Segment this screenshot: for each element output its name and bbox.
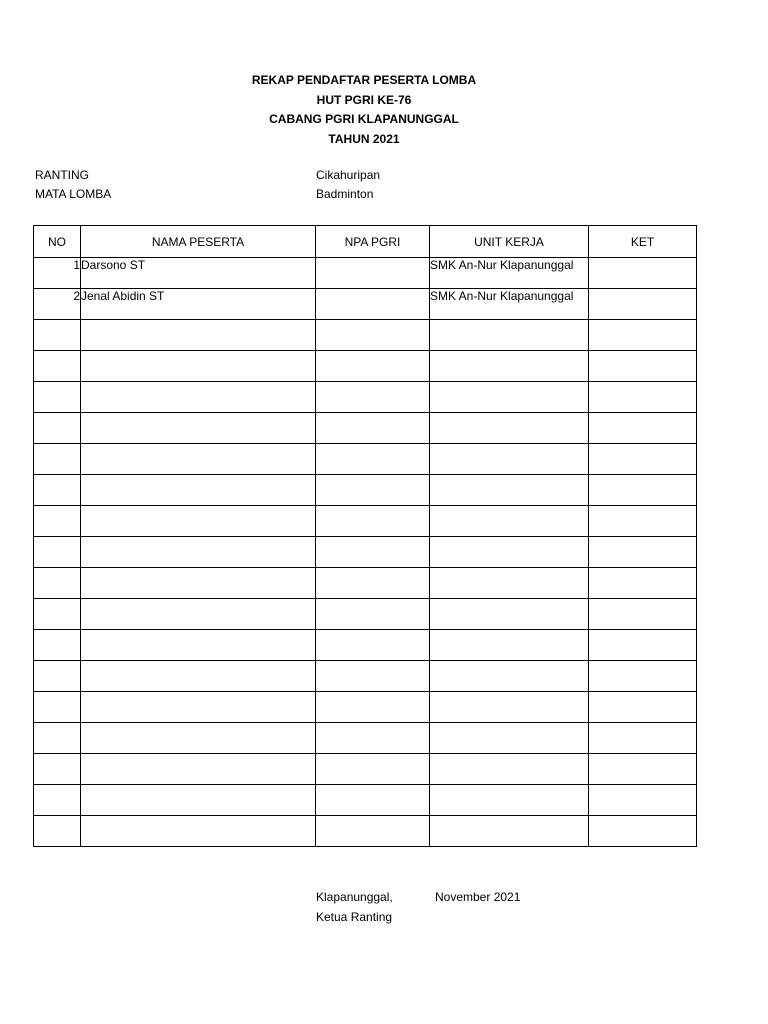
column-header-ket: KET bbox=[589, 226, 697, 258]
empty-table-row bbox=[34, 351, 697, 382]
cell-no bbox=[34, 568, 81, 599]
empty-table-row bbox=[34, 599, 697, 630]
ranting-label: RANTING bbox=[35, 168, 89, 182]
empty-table-row bbox=[34, 444, 697, 475]
cell-nama-peserta: Darsono ST bbox=[81, 258, 316, 289]
cell-nama-peserta bbox=[81, 351, 316, 382]
cell-unit-kerja bbox=[430, 537, 589, 568]
empty-table-row bbox=[34, 661, 697, 692]
cell-no bbox=[34, 444, 81, 475]
cell-ket bbox=[589, 475, 697, 506]
table-header-row bbox=[34, 226, 697, 258]
mata-lomba-label: MATA LOMBA bbox=[35, 187, 112, 201]
cell-nama-peserta bbox=[81, 537, 316, 568]
cell-ket bbox=[589, 692, 697, 723]
cell-ket bbox=[589, 816, 697, 847]
cell-npa-pgri bbox=[316, 413, 430, 444]
table-row bbox=[34, 258, 697, 289]
cell-no bbox=[34, 754, 81, 785]
cell-npa-pgri bbox=[316, 382, 430, 413]
cell-npa-pgri bbox=[316, 723, 430, 754]
column-header-npa-pgri: NPA PGRI bbox=[316, 226, 430, 258]
cell-unit-kerja bbox=[430, 661, 589, 692]
title-line-1: REKAP PENDAFTAR PESERTA LOMBA bbox=[251, 73, 477, 87]
cell-nama-peserta bbox=[81, 444, 316, 475]
cell-unit-kerja bbox=[430, 413, 589, 444]
cell-ket bbox=[589, 320, 697, 351]
signature-date: November 2021 bbox=[435, 890, 521, 904]
cell-nama-peserta bbox=[81, 692, 316, 723]
empty-table-row bbox=[34, 382, 697, 413]
title-line-3: CABANG PGRI KLAPANUNGGAL bbox=[269, 112, 459, 127]
cell-npa-pgri bbox=[316, 599, 430, 630]
cell-unit-kerja bbox=[430, 754, 589, 785]
cell-npa-pgri bbox=[316, 816, 430, 847]
cell-npa-pgri bbox=[316, 258, 430, 289]
cell-unit-kerja bbox=[430, 816, 589, 847]
empty-table-row bbox=[34, 506, 697, 537]
cell-unit-kerja bbox=[430, 630, 589, 661]
cell-unit-kerja bbox=[430, 785, 589, 816]
empty-table-row bbox=[34, 630, 697, 661]
cell-ket bbox=[589, 785, 697, 816]
cell-no: 1 bbox=[34, 258, 81, 289]
table-row bbox=[34, 289, 697, 320]
cell-ket bbox=[589, 351, 697, 382]
ranting-value: Cikahuripan bbox=[316, 168, 381, 182]
cell-npa-pgri bbox=[316, 537, 430, 568]
cell-ket bbox=[589, 506, 697, 537]
title-line-4: TAHUN 2021 bbox=[328, 131, 400, 146]
cell-ket bbox=[589, 723, 697, 754]
cell-no bbox=[34, 506, 81, 537]
signature-role: Ketua Ranting bbox=[316, 910, 393, 924]
cell-no bbox=[34, 320, 81, 351]
empty-table-row bbox=[34, 413, 697, 444]
document-title bbox=[214, 71, 514, 149]
cell-no bbox=[34, 599, 81, 630]
empty-table-row bbox=[34, 475, 697, 506]
cell-unit-kerja bbox=[430, 506, 589, 537]
cell-unit-kerja: SMK An-Nur Klapanunggal bbox=[430, 258, 589, 289]
cell-unit-kerja: SMK An-Nur Klapanunggal bbox=[430, 289, 589, 320]
cell-unit-kerja bbox=[430, 351, 589, 382]
cell-ket bbox=[589, 599, 697, 630]
cell-nama-peserta bbox=[81, 320, 316, 351]
cell-nama-peserta bbox=[81, 382, 316, 413]
cell-npa-pgri bbox=[316, 785, 430, 816]
cell-no bbox=[34, 785, 81, 816]
empty-table-row bbox=[34, 723, 697, 754]
mata-lomba-value: Badminton bbox=[316, 187, 374, 201]
cell-nama-peserta bbox=[81, 816, 316, 847]
cell-npa-pgri bbox=[316, 754, 430, 785]
cell-npa-pgri bbox=[316, 475, 430, 506]
empty-table-row bbox=[34, 785, 697, 816]
cell-unit-kerja bbox=[430, 723, 589, 754]
cell-npa-pgri bbox=[316, 351, 430, 382]
cell-ket bbox=[589, 382, 697, 413]
cell-npa-pgri bbox=[316, 320, 430, 351]
cell-no bbox=[34, 630, 81, 661]
cell-npa-pgri bbox=[316, 444, 430, 475]
cell-npa-pgri bbox=[316, 630, 430, 661]
cell-unit-kerja bbox=[430, 382, 589, 413]
cell-npa-pgri bbox=[316, 289, 430, 320]
cell-nama-peserta bbox=[81, 568, 316, 599]
cell-npa-pgri bbox=[316, 568, 430, 599]
cell-ket bbox=[589, 258, 697, 289]
cell-no bbox=[34, 382, 81, 413]
cell-npa-pgri bbox=[316, 506, 430, 537]
cell-ket bbox=[589, 413, 697, 444]
cell-no bbox=[34, 475, 81, 506]
empty-table-row bbox=[34, 320, 697, 351]
signature-place: Klapanunggal, bbox=[316, 890, 393, 904]
cell-unit-kerja bbox=[430, 568, 589, 599]
cell-no bbox=[34, 413, 81, 444]
cell-ket bbox=[589, 444, 697, 475]
column-header-unit-kerja: UNIT KERJA bbox=[430, 226, 589, 258]
table-body bbox=[34, 258, 697, 847]
cell-unit-kerja bbox=[430, 599, 589, 630]
cell-ket bbox=[589, 568, 697, 599]
cell-unit-kerja bbox=[430, 475, 589, 506]
cell-ket bbox=[589, 289, 697, 320]
cell-ket bbox=[589, 661, 697, 692]
cell-ket bbox=[589, 630, 697, 661]
column-header-nama-peserta: NAMA PESERTA bbox=[81, 226, 316, 258]
cell-no: 2 bbox=[34, 289, 81, 320]
cell-no bbox=[34, 723, 81, 754]
cell-no bbox=[34, 816, 81, 847]
cell-nama-peserta bbox=[81, 599, 316, 630]
cell-nama-peserta bbox=[81, 723, 316, 754]
cell-nama-peserta bbox=[81, 785, 316, 816]
cell-unit-kerja bbox=[430, 692, 589, 723]
empty-table-row bbox=[34, 568, 697, 599]
cell-nama-peserta bbox=[81, 630, 316, 661]
cell-nama-peserta bbox=[81, 754, 316, 785]
cell-nama-peserta: Jenal Abidin ST bbox=[81, 289, 316, 320]
cell-no bbox=[34, 351, 81, 382]
cell-nama-peserta bbox=[81, 506, 316, 537]
empty-table-row bbox=[34, 754, 697, 785]
empty-table-row bbox=[34, 692, 697, 723]
cell-nama-peserta bbox=[81, 661, 316, 692]
cell-nama-peserta bbox=[81, 413, 316, 444]
empty-table-row bbox=[34, 537, 697, 568]
cell-unit-kerja bbox=[430, 444, 589, 475]
cell-ket bbox=[589, 537, 697, 568]
column-header-no: NO bbox=[34, 226, 81, 258]
empty-table-row bbox=[34, 816, 697, 847]
participants-table bbox=[33, 225, 697, 847]
cell-no bbox=[34, 537, 81, 568]
cell-npa-pgri bbox=[316, 692, 430, 723]
cell-no bbox=[34, 692, 81, 723]
cell-npa-pgri bbox=[316, 661, 430, 692]
cell-ket bbox=[589, 754, 697, 785]
cell-unit-kerja bbox=[430, 320, 589, 351]
title-line-2: HUT PGRI KE-76 bbox=[316, 92, 412, 107]
cell-no bbox=[34, 661, 81, 692]
cell-nama-peserta bbox=[81, 475, 316, 506]
